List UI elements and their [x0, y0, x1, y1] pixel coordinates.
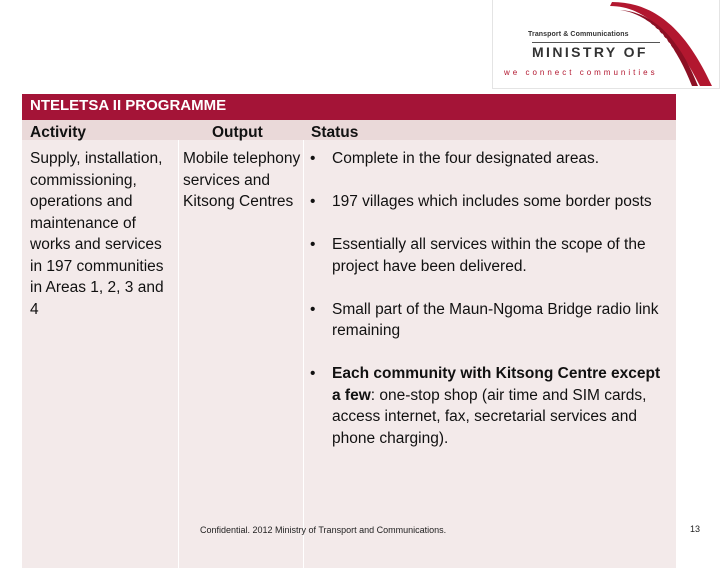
output-cell: Mobile telephony services and Kitsong Centres [183, 150, 301, 210]
header-activity: Activity [30, 124, 86, 141]
status-item-text: Essentially all services within the scope of the project have been delivered. [332, 236, 646, 275]
status-item [308, 191, 672, 213]
status-item [308, 148, 672, 170]
bullet-icon: • [310, 236, 316, 253]
status-item-text: Small part of the Maun-Ngoma Bridge radio link remaining [332, 300, 659, 339]
status-item-text: Complete in the four designated areas. [332, 150, 600, 167]
bullet-icon: • [310, 150, 316, 167]
table-banner [22, 94, 676, 120]
status-item-text: : one-stop shop (air time and SIM cards, access internet, fax, secretarial services and phone charging). [332, 386, 647, 447]
bullet-icon: • [310, 193, 316, 210]
banner-title: NTELETSA II PROGRAMME [30, 97, 227, 114]
status-item-bold: Each community with Kitsong Centre except a few [332, 365, 661, 404]
logo-slogan: we connect communities [504, 68, 658, 77]
logo-title: MINISTRY OF [532, 44, 648, 60]
ministry-logo [492, 0, 720, 92]
bullet-icon: • [310, 365, 316, 382]
activity-cell: Supply, installation, commissioning, operations and maintenance of works and services in 197 communities in Areas 1, 2, 3 and 4 [30, 150, 164, 318]
header-output: Output [212, 124, 263, 141]
status-item-text: 197 villages which includes some border posts [332, 193, 652, 210]
column-divider [303, 140, 304, 568]
status-item [308, 234, 672, 277]
logo-rule [532, 42, 660, 43]
column-divider [178, 140, 179, 568]
status-cell [308, 148, 672, 449]
status-item [308, 299, 672, 342]
bullet-icon: • [310, 300, 316, 318]
logo-subtitle: Transport & Communications [528, 31, 629, 38]
page-number: 13 [690, 524, 701, 534]
status-list [308, 148, 672, 449]
status-item [308, 363, 672, 449]
header-status: Status [311, 124, 359, 141]
confidential-notice: Confidential. 2012 Ministry of Transport and Communications. [200, 525, 447, 535]
